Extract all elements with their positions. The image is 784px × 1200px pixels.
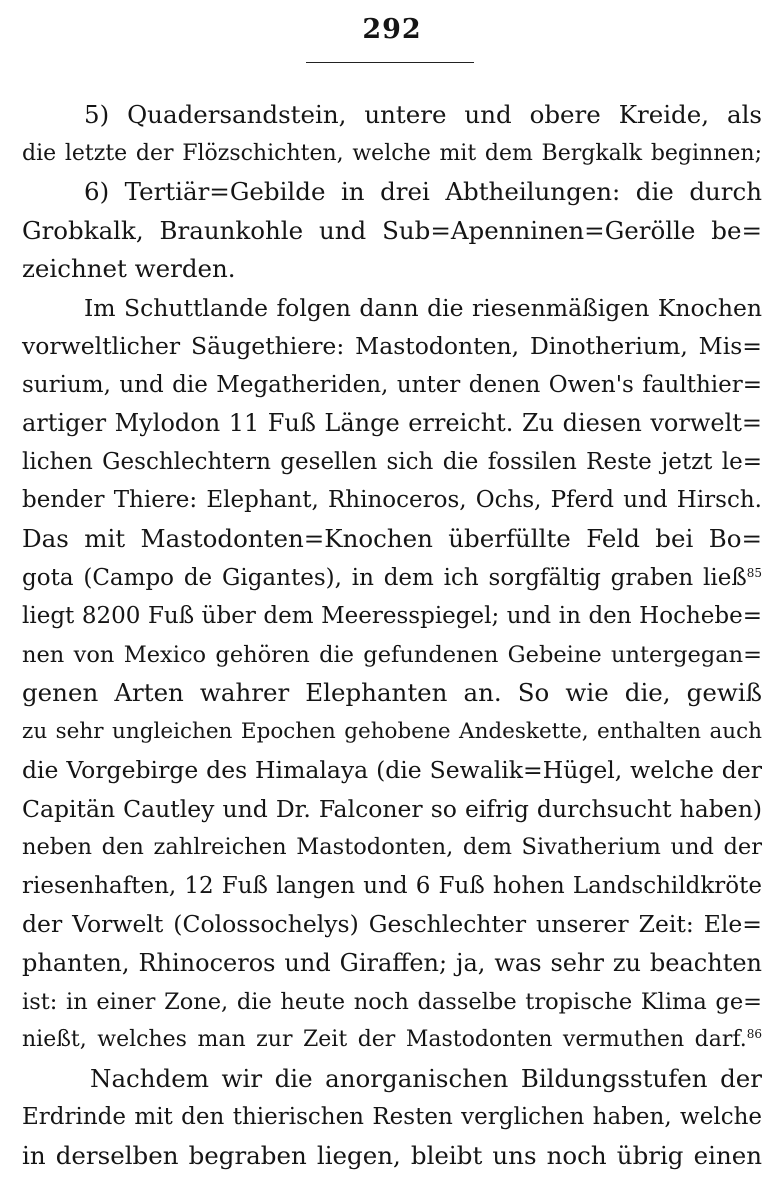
text-line xyxy=(22,520,762,559)
text-line xyxy=(22,983,762,1022)
text-line xyxy=(22,674,762,713)
text-line-content: Erdrinde mit den thierischen Resten verglichen haben, welche xyxy=(22,1104,762,1131)
text-line xyxy=(22,944,762,983)
text-line xyxy=(22,905,762,944)
body-text xyxy=(22,96,762,1175)
header-rule xyxy=(306,62,474,63)
text-line xyxy=(22,559,762,598)
text-line xyxy=(22,751,762,790)
text-line-content: Nachdem wir die anorganischen Bildungsstufen der xyxy=(90,1063,762,1093)
text-line-content: surium, und die Megatheriden, unter denen Owen's faulthier= xyxy=(22,371,762,398)
text-line xyxy=(22,713,762,752)
text-line xyxy=(22,790,762,829)
text-line-content: der Vorwelt (Colossochelys) Geschlechter unserer Zeit: Ele= xyxy=(22,910,762,939)
text-line xyxy=(22,135,762,174)
text-line-content: die Vorgebirge des Himalaya (die Sewalik=Hügel, welche der xyxy=(22,756,762,785)
text-line xyxy=(22,250,762,289)
text-line-content: nen von Mexico gehören die gefundenen Gebeine untergegan= xyxy=(22,641,762,668)
text-line-content: genen Arten wahrer Elephanten an. So wie die, gewiß xyxy=(22,678,762,708)
text-line xyxy=(22,828,762,867)
text-line-content: artiger Mylodon 11 Fuß Länge erreicht. Zu diesen vorwelt= xyxy=(22,409,762,438)
text-line-content: bender Thiere: Elephant, Rhinoceros, Ochs, Pferd und Hirsch. xyxy=(22,487,762,514)
text-line xyxy=(22,327,762,366)
text-line-content: nießt, welches man zur Zeit der Mastodonten vermuthen darf. xyxy=(22,1027,747,1053)
text-line-content: zeichnet werden. xyxy=(22,254,236,284)
text-line xyxy=(22,366,762,405)
text-line-content: riesenhaften, 12 Fuß langen und 6 Fuß hohen Landschildkröte xyxy=(22,872,762,899)
text-line xyxy=(22,867,762,906)
text-line xyxy=(22,212,762,251)
text-line-content: neben den zahlreichen Mastodonten, dem Sivatherium und der xyxy=(22,834,762,861)
text-line-content: Capitän Cautley und Dr. Falconer so eifrig durchsucht haben) xyxy=(22,794,762,823)
text-line xyxy=(22,404,762,443)
text-line-content: ist: in einer Zone, die heute noch dasselbe tropische Klima ge= xyxy=(22,988,762,1015)
text-line-content: in derselben begraben liegen, bleibt uns noch übrig einen xyxy=(22,1140,762,1170)
text-line xyxy=(22,96,762,135)
text-line-content: lichen Geschlechtern gesellen sich die fossilen Reste jetzt le= xyxy=(22,448,762,475)
text-line xyxy=(22,1098,762,1137)
text-line-content: gota (Campo de Gigantes), in dem ich sorgfältig graben ließ xyxy=(22,564,747,591)
page-number: 292 xyxy=(362,14,422,45)
text-line-content: vorweltlicher Säugethiere: Mastodonten, Dinotherium, Mis= xyxy=(22,332,762,361)
footnote-marker: 85 xyxy=(746,565,762,580)
text-line-content: zu sehr ungleichen Epochen gehobene Andeskette, enthalten auch xyxy=(22,718,762,744)
text-line xyxy=(22,443,762,482)
text-line-content: 5) Quadersandstein, untere und obere Kreide, als xyxy=(84,100,762,129)
text-line xyxy=(22,1021,762,1060)
text-line-content: Das mit Mastodonten=Knochen überfüllte Feld bei Bo= xyxy=(22,524,762,554)
text-line xyxy=(22,289,762,328)
text-line-content: liegt 8200 Fuß über dem Meeresspiegel; und in den Hochebe= xyxy=(22,603,762,630)
text-line xyxy=(22,1137,762,1176)
footnote-marker: 86 xyxy=(746,1027,762,1042)
text-line-content: 6) Tertiär=Gebilde in drei Abtheilungen: die durch xyxy=(84,177,762,207)
text-line-content: phanten, Rhinoceros und Giraffen; ja, was sehr zu beachten xyxy=(22,949,762,978)
text-line xyxy=(22,481,762,520)
text-line xyxy=(22,597,762,636)
text-line-content: Im Schuttlande folgen dann die riesenmäßigen Knochen xyxy=(84,293,762,322)
text-line xyxy=(22,1060,762,1099)
text-line xyxy=(22,173,762,212)
text-line-content: die letzte der Flözschichten, welche mit dem Bergkalk beginnen; xyxy=(22,140,762,166)
text-line xyxy=(22,636,762,675)
text-line-content: Grobkalk, Braunkohle und Sub=Apenninen=Gerölle be= xyxy=(22,215,762,245)
